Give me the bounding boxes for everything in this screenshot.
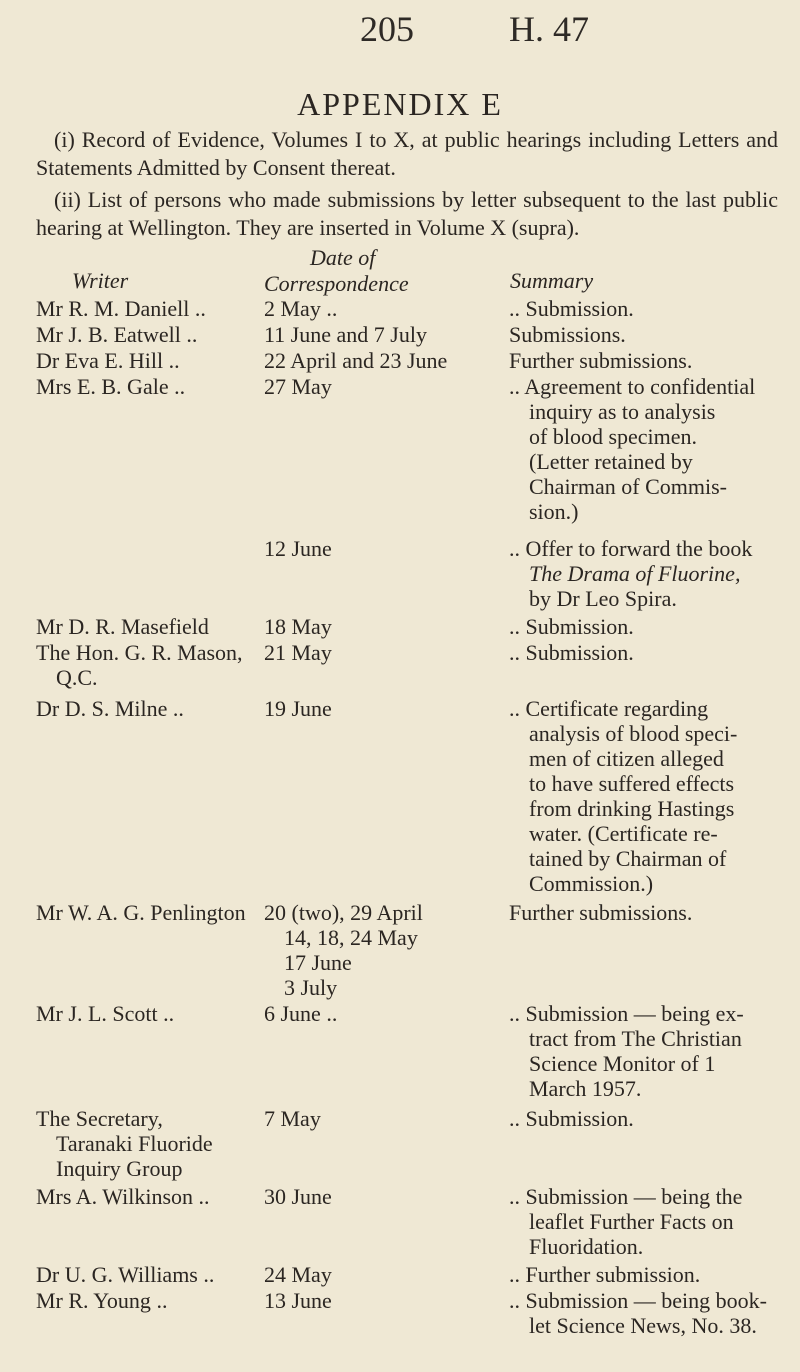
paragraph-list-of-persons: (ii) List of persons who made submissions by letter subsequent to the last public hearing at Wellington. They are inserted in Volume X (supra). bbox=[36, 187, 778, 240]
summary-cell: .. Submission — being ex- tract from The Christian Science Monitor of 1 March 1957. bbox=[509, 1001, 744, 1101]
summary-cell: .. Offer to forward the book The Drama of Fluorine, by Dr Leo Spira. bbox=[509, 536, 753, 611]
date-cell: 24 May bbox=[264, 1262, 332, 1287]
summary-cell: .. Agreement to confidential inquiry as to analysis of blood specimen. (Letter retained by Chairman of Commis- sion.) bbox=[509, 374, 756, 524]
writer-cell: Dr Eva E. Hill .. bbox=[36, 348, 180, 373]
page-number: 205 bbox=[360, 9, 414, 49]
writer-cell: Mrs A. Wilkinson .. bbox=[36, 1184, 210, 1209]
date-cell: 6 June .. bbox=[264, 1001, 338, 1026]
date-cell: 30 June bbox=[264, 1184, 332, 1209]
summary-cell: .. Submission — being the leaflet Further Facts on Fluoridation. bbox=[509, 1184, 743, 1259]
summary-cell: Further submissions. bbox=[509, 348, 693, 373]
paragraph-record-of-evidence: (i) Record of Evidence, Volumes I to X, at public hearings including Letters and Statements Admitted by Consent thereat. bbox=[36, 127, 778, 180]
writer-cell: The Hon. G. R. Mason, Q.C. bbox=[36, 640, 243, 690]
column-header-writer: Writer bbox=[72, 268, 129, 293]
summary-cell: .. Submission. bbox=[509, 296, 634, 321]
writer-cell: Mr R. M. Daniell .. bbox=[36, 296, 206, 321]
summary-cell: .. Submission. bbox=[509, 640, 634, 665]
summary-cell: .. Submission. bbox=[509, 1106, 634, 1131]
summary-cell: Submissions. bbox=[509, 322, 626, 347]
date-cell: 13 June bbox=[264, 1288, 332, 1313]
date-cell: 21 May bbox=[264, 640, 332, 665]
summary-cell: .. Submission — being book- let Science News, No. 38. bbox=[509, 1288, 767, 1338]
writer-cell: Dr D. S. Milne .. bbox=[36, 696, 184, 721]
date-cell: 7 May bbox=[264, 1106, 321, 1131]
date-cell: 12 June bbox=[264, 536, 332, 561]
date-cell: 11 June and 7 July bbox=[264, 322, 427, 347]
date-cell: 20 (two), 29 April 14, 18, 24 May 17 June 3 July bbox=[264, 900, 423, 1000]
date-cell: 19 June bbox=[264, 696, 332, 721]
writer-cell: Mr D. R. Masefield bbox=[36, 614, 209, 639]
writer-cell: Mrs E. B. Gale .. bbox=[36, 374, 186, 399]
writer-cell: Mr J. L. Scott .. bbox=[36, 1001, 175, 1026]
date-cell: 18 May bbox=[264, 614, 332, 639]
date-cell: 27 May bbox=[264, 374, 332, 399]
date-cell: 2 May .. bbox=[264, 296, 338, 321]
writer-cell: Mr R. Young .. bbox=[36, 1288, 168, 1313]
summary-cell: .. Certificate regarding analysis of blood speci- men of citizen alleged to have suffered effects from drinking Hastings water. (Certificate re- tained by Chairman of Commission.) bbox=[509, 696, 738, 896]
writer-cell: Mr W. A. G. Penlington bbox=[36, 900, 246, 925]
date-cell: 22 April and 23 June bbox=[264, 348, 448, 373]
summary-cell: Further submissions. bbox=[509, 900, 693, 925]
summary-cell: .. Further submission. bbox=[509, 1262, 701, 1287]
writer-cell: Mr J. B. Eatwell .. bbox=[36, 322, 198, 347]
column-header-summary: Summary bbox=[510, 268, 594, 293]
appendix-title: APPENDIX E bbox=[297, 86, 503, 122]
column-header-date: Date of Correspondence bbox=[264, 245, 409, 296]
writer-cell: Dr U. G. Williams .. bbox=[36, 1262, 215, 1287]
summary-cell: .. Submission. bbox=[509, 614, 634, 639]
document-reference: H. 47 bbox=[509, 9, 589, 49]
writer-cell: The Secretary, Taranaki Fluoride Inquiry Group bbox=[36, 1106, 213, 1181]
